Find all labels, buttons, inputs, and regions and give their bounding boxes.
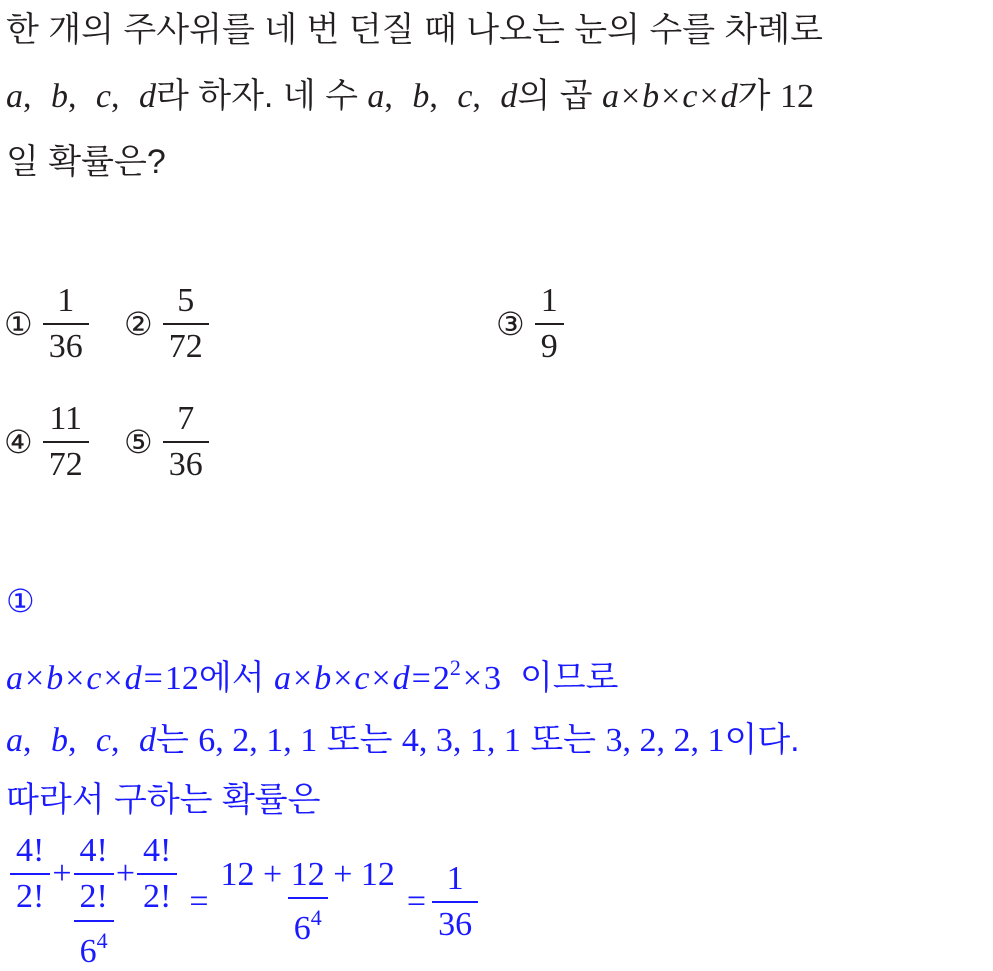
fraction: $\frac{1}{9}$ <box>535 282 564 366</box>
compound-fraction: $\frac{4!}{2!}$ + $\frac{4!}{2!}$ + $\frac{4!}{2!}$ $6^4$ <box>4 832 183 971</box>
solution-formula: $\frac{4!}{2!}$ + $\frac{4!}{2!}$ + $\frac{4!}{2!}$ $6^4$ = $\frac{12 + 12 + 12}{6^4}$ = $\frac{1}{36}$ <box>4 832 478 971</box>
sum-fraction: $\frac{12 + 12 + 12}{6^4}$ <box>220 855 395 947</box>
problem-line-2: a, b, c, d라 하자. 네 수 a, b, c, d의 곱 a×b×c×d가 12 <box>6 77 814 115</box>
choice-marker: ① <box>4 305 33 343</box>
answer-marker: ① <box>6 582 35 620</box>
solution-line-2: a, b, c, d는 6, 2, 1, 1 또는 4, 3, 1, 1 또는 3, 2, 2, 1이다. <box>6 721 800 759</box>
solution-line-3: 따라서 구하는 확률은 <box>6 781 321 819</box>
choice-marker: ③ <box>496 305 525 343</box>
fraction: $\frac{11}{72}$ <box>43 400 89 484</box>
problem-line-1: 한 개의 주사위를 네 번 던질 때 나오는 눈의 수를 차례로 <box>6 11 824 49</box>
fraction: $\frac{1}{36}$ <box>43 282 89 366</box>
solution-line-1: a×b×c×d=12에서 $a\times b\times c\times d=2^2\times 3$ 이므로 <box>6 655 619 697</box>
problem-line-3: 일 확률은? <box>6 143 166 181</box>
choice-marker: ④ <box>4 423 33 461</box>
choice-marker: ② <box>124 305 153 343</box>
fraction: $\frac{7}{36}$ <box>163 400 209 484</box>
choice-4[interactable] <box>4 400 89 484</box>
factorial-fraction: $\frac{4!}{2!}$ <box>10 832 50 916</box>
choice-5[interactable] <box>124 400 209 484</box>
factorial-fraction: $\frac{4!}{2!}$ <box>137 832 177 916</box>
choice-marker: ⑤ <box>124 423 153 461</box>
choice-3[interactable] <box>496 282 564 366</box>
fraction: $\frac{5}{72}$ <box>163 282 209 366</box>
choice-2[interactable] <box>124 282 209 366</box>
result-fraction: $\frac{1}{36}$ <box>432 860 478 944</box>
choice-1[interactable] <box>4 282 89 366</box>
factorial-fraction: $\frac{4!}{2!}$ <box>74 832 114 916</box>
